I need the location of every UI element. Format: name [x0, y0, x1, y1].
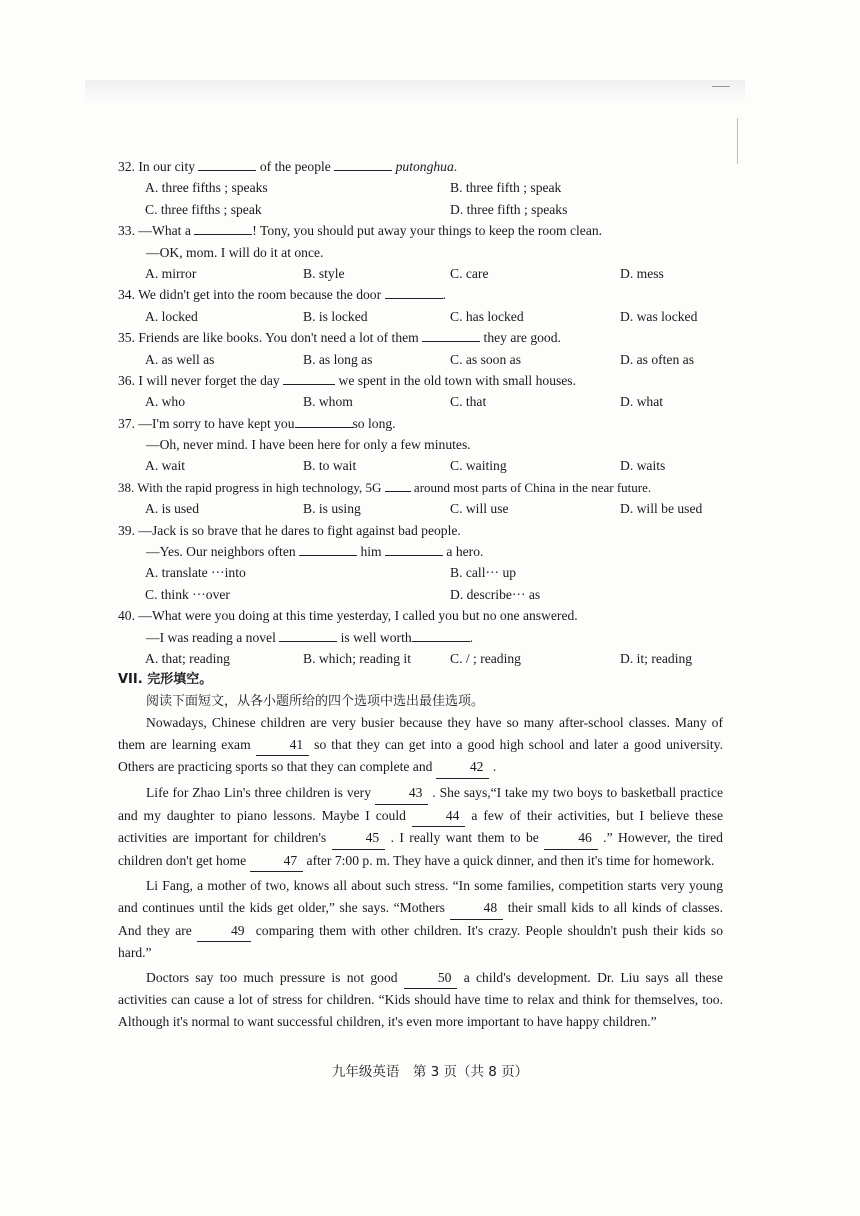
question-33-reply: —OK, mom. I will do it at once. [146, 244, 324, 260]
page-footer: 九年级英语 第 3 页（共 8 页） [331, 1064, 529, 1080]
question-39-stem: 39. —Jack is so brave that he dares to fight against bad people. [118, 522, 461, 538]
question-39-options-row2 [118, 584, 723, 605]
scan-shadow [85, 80, 745, 104]
cloze-passage [118, 712, 723, 1032]
option-a: A. mirror [145, 265, 197, 281]
option-b: B. to wait [303, 458, 357, 474]
question-32-options-row2 [118, 199, 723, 220]
option-d: D. describe··· as [450, 586, 541, 602]
question-33-stem: 33. —What a ! Tony, you should put away your things to keep the room clean. [118, 223, 603, 239]
option-a: A. that; reading [145, 650, 230, 666]
option-b: B. is locked [303, 308, 368, 324]
question-37-reply: —Oh, never mind. I have been here for only a few minutes. [146, 437, 471, 453]
option-b: B. as long as [303, 351, 373, 367]
question-40-options [118, 648, 723, 669]
option-c: C. waiting [450, 458, 507, 474]
option-c: C. think ···over [145, 586, 230, 602]
question-38-stem: 38. With the rapid progress in high technology, 5G around most parts of China in the near future. [118, 479, 652, 495]
question-40-stem: 40. —What were you doing at this time yesterday, I called you but no one answered. [118, 608, 578, 624]
question-36-stem: 36. I will never forget the day we spent in the old town with small houses. [118, 372, 577, 388]
option-c: C. as soon as [450, 351, 521, 367]
paragraph-2: Life for Zhao Lin's three children is very 43 . She says,“I take my two boys to basketball practice and my daughter to piano lessons. Maybe I could 44 a few of their activities, but I believe these activities are important for children's 45 . I really want them to be 46 .” However, the tired children don't get home 47 after 7:00 p. m. They have a quick dinner, and then it's time for homework. [118, 782, 723, 872]
question-35-stem: 35. Friends are like books. You don't need a lot of them they are good. [118, 330, 561, 346]
option-a: A. is used [145, 501, 199, 517]
question-37-stem: 37. —I'm sorry to have kept you so long. [118, 415, 396, 431]
option-d: D. what [620, 394, 664, 410]
question-35-options [118, 349, 723, 370]
option-b: B. is using [303, 501, 361, 517]
paragraph-4: Doctors say too much pressure is not good 50 a child's development. Dr. Liu says all these activities can cause a lot of stress for children. “Kids should have time to relax and think for themselves, too. Although it's normal to want successful children, it's even more important to have happy children.” [118, 967, 723, 1033]
scan-edge-line [737, 118, 738, 164]
option-d: D. it; reading [620, 650, 693, 666]
option-b: B. which; reading it [303, 650, 411, 666]
option-b: B. whom [303, 394, 353, 410]
question-34-stem: 34. We didn't get into the room because the door . [118, 287, 446, 303]
option-a: A. translate ···into [145, 565, 246, 581]
option-d: D. waits [620, 458, 666, 474]
option-a: A. wait [145, 458, 186, 474]
question-32-options-row1 [118, 177, 723, 198]
option-a: A. as well as [145, 351, 215, 367]
question-39-options-row1 [118, 562, 723, 583]
option-d: D. mess [620, 265, 664, 281]
question-40-reply: —I was reading a novel is well worth . [146, 629, 474, 645]
question-34-options [118, 306, 723, 327]
option-c: C. care [450, 265, 489, 281]
option-b: B. style [303, 265, 345, 281]
question-36-options [118, 391, 723, 412]
option-a: A. three fifths ; speaks [145, 180, 268, 196]
option-d: D. three fifth ; speaks [450, 201, 568, 217]
option-a: A. locked [145, 308, 198, 324]
question-37-options [118, 455, 723, 476]
option-c: C. / ; reading [450, 650, 521, 666]
question-38-options [118, 498, 723, 519]
option-c: C. will use [450, 501, 509, 517]
question-32-stem: 32. In our city of the people putonghua. [118, 159, 458, 174]
option-c: C. three fifths ; speak [145, 201, 262, 217]
option-b: B. call··· up [450, 565, 517, 581]
paragraph-1: Nowadays, Chinese children are very busier because they have so many after-school classes. Many of them are learning exam 41 so that they can get into a good high school and later a good university. Others are practicing sports so that they can complete and 42 . [118, 712, 723, 779]
option-d: D. as often as [620, 351, 694, 367]
option-d: D. was locked [620, 308, 698, 324]
option-b: B. three fifth ; speak [450, 180, 562, 196]
scan-mark [712, 86, 730, 87]
questions-content [118, 156, 723, 1035]
section-instruction: 阅读下面短文，从各小题所给的四个选项中选出最佳选项。 [146, 693, 485, 709]
option-c: C. that [450, 394, 487, 410]
section-title: VII. 完形填空。 [118, 672, 213, 688]
question-39-reply: —Yes. Our neighbors often him a hero. [146, 544, 484, 560]
option-a: A. who [145, 394, 186, 410]
question-33-options [118, 263, 723, 284]
option-c: C. has locked [450, 308, 524, 324]
paragraph-3: Li Fang, a mother of two, knows all about such stress. “In some families, competition starts very young and continues until the kids get older,” she says. “Mothers 48 their small kids to all kinds of classes. And they are 49 comparing them with other children. It's crazy. People shouldn't push their kids so hard.” [118, 878, 723, 961]
option-d: D. will be used [620, 501, 703, 517]
